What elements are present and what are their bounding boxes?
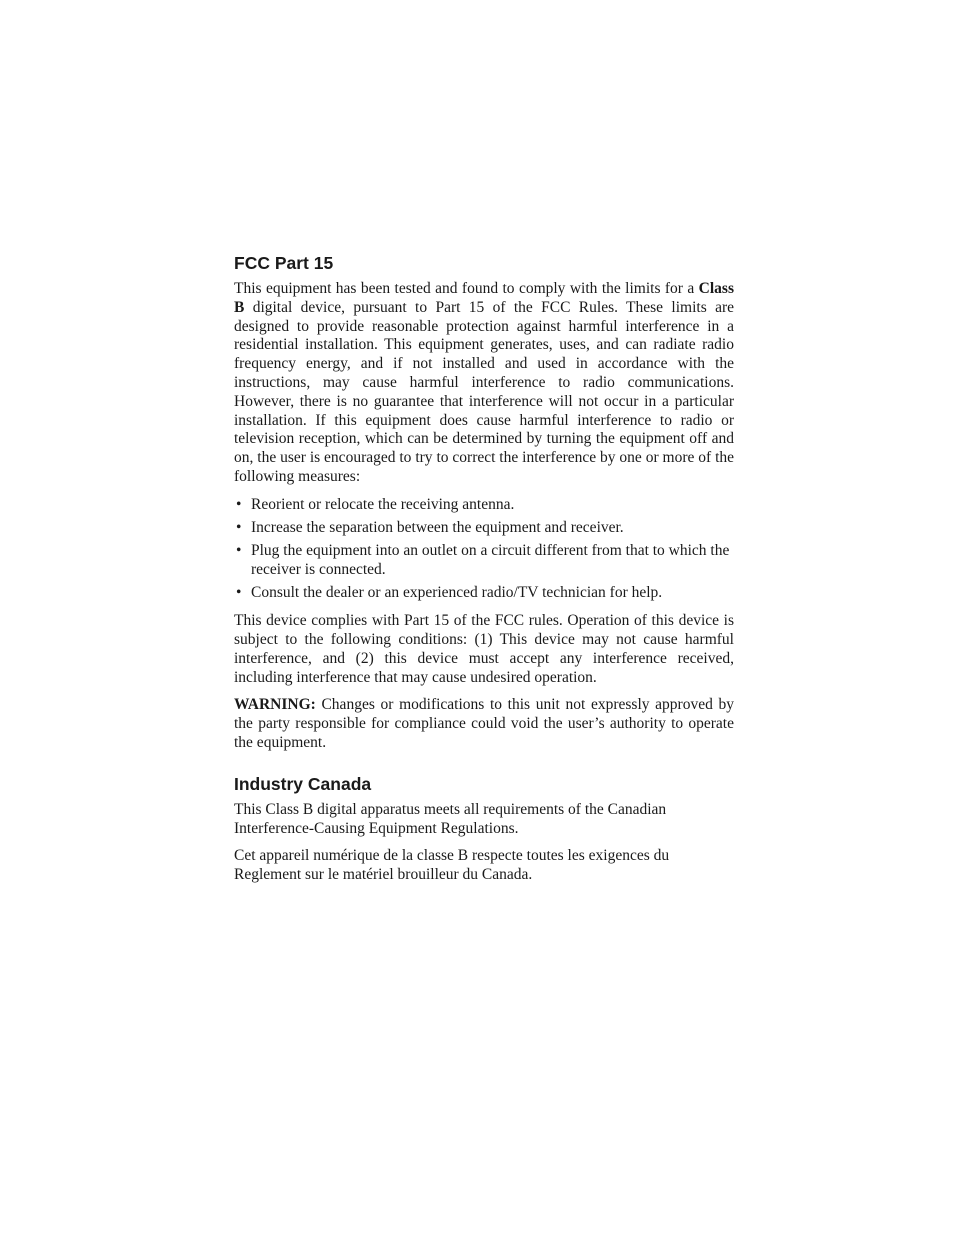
list-item xyxy=(234,519,734,538)
measure-text: Plug the equipment into an outlet on a circuit different from that to which the receiver is connected. xyxy=(251,542,730,579)
bullet-icon: • xyxy=(236,495,242,513)
fcc-intro-paragraph xyxy=(234,280,734,487)
canada-french-paragraph: Cet appareil numérique de la classe B respecte toutes les exigences du Reglement sur le matériel brouilleur du Canada. xyxy=(234,847,670,884)
warning-text: Changes or modifications to this unit not expressly approved by the party responsible for compliance could void the user’s authority to operate the equipment. xyxy=(234,696,734,752)
list-item xyxy=(234,542,734,580)
warning-paragraph xyxy=(234,696,734,752)
list-item xyxy=(234,496,734,515)
bullet-icon: • xyxy=(236,542,242,560)
bullet-icon: • xyxy=(236,584,242,602)
measure-text: Consult the dealer or an experienced radio/TV technician for help. xyxy=(251,584,663,602)
measure-text: Reorient or relocate the receiving antenna. xyxy=(251,495,515,513)
industry-canada-heading: Industry Canada xyxy=(234,773,372,794)
canada-english-paragraph: This Class B digital apparatus meets all requirements of the Canadian Interference-Causing Equipment Regulations. xyxy=(234,800,667,837)
fcc-compliance-paragraph: This device complies with Part 15 of the FCC rules. Operation of this device is subject to the following conditions: (1) This device may not cause harmful interference, and (2) this device must accept any interference received, including interference that may cause undesired operation. xyxy=(234,612,734,686)
regulatory-notice xyxy=(234,252,734,894)
fcc-intro-text-start: This equipment has been tested and found to comply with the limits for a xyxy=(234,280,699,297)
bullet-icon: • xyxy=(236,519,242,537)
fcc-heading: FCC Part 15 xyxy=(234,253,334,273)
class-b-label: Class B xyxy=(234,280,734,316)
list-item xyxy=(234,584,734,603)
warning-label: WARNING: xyxy=(234,696,316,714)
fcc-intro-text-rest: digital device, pursuant to Part 15 of the FCC Rules. These limits are designed to provide reasonable protection against harmful interference in a residential installation. This equipment generates, uses, and can radiate radio frequency energy, and if not installed and used in accordance with the instructions, may cause harmful interference to radio communications. However, there is no guarantee that interference will not occur in a particular installation. If this equipment does cause harmful interference to radio or television reception, which can be determined by turning the equipment off and on, the user is encouraged to try to correct the interference by one or more of the following measures: xyxy=(234,298,734,485)
measure-text: Increase the separation between the equipment and receiver. xyxy=(251,519,624,537)
interference-measures-list xyxy=(234,496,734,603)
